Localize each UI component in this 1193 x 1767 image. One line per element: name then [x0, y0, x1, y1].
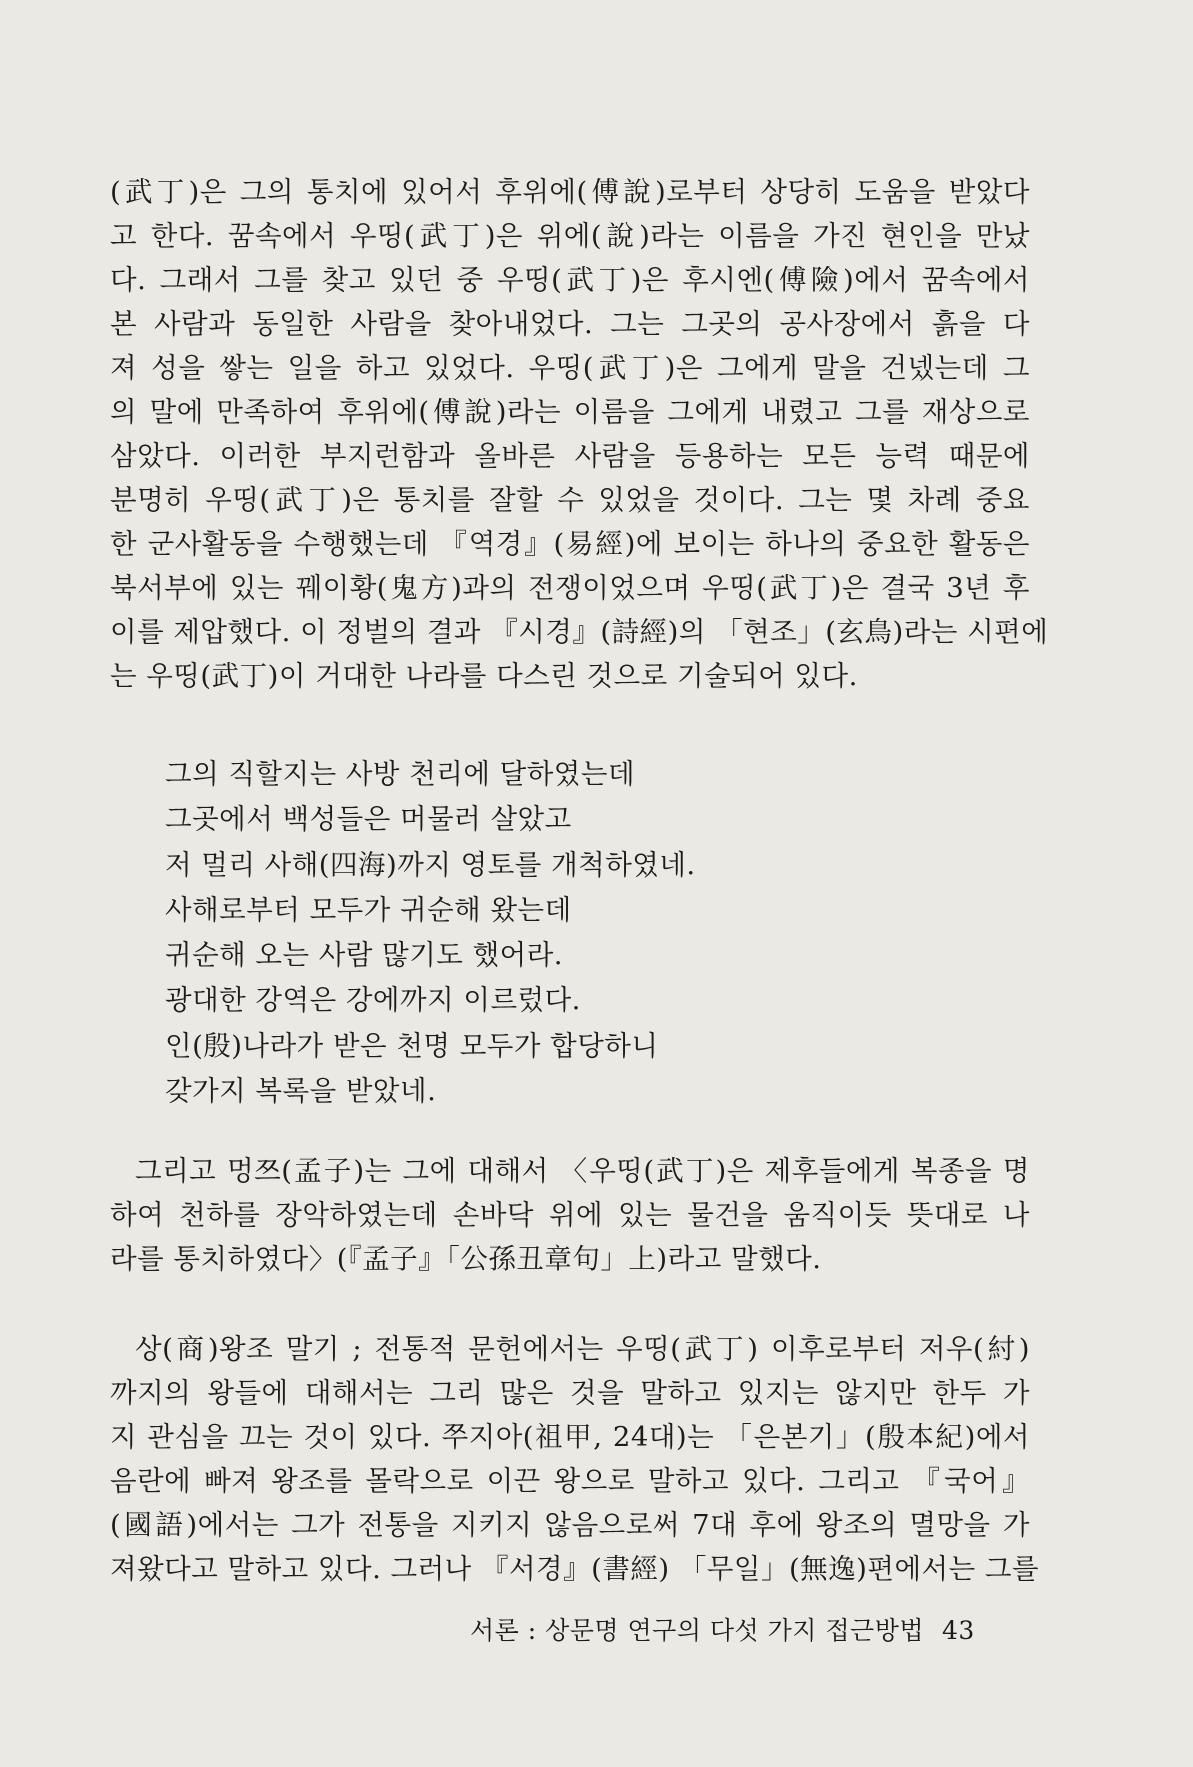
text-line: 이를 제압했다. 이 정벌의 결과 『시경』(詩經)의 「현조」(玄鳥)라는 시편에: [110, 616, 1049, 648]
poem-line: 인(殷)나라가 받은 천명 모두가 합당하니: [165, 1029, 659, 1062]
text-line: 다. 그래서 그를 찾고 있던 중 우띵(武丁)은 후시엔(傅險)에서 꿈속에서: [110, 264, 1030, 296]
page-number: 43: [942, 1616, 975, 1645]
text-line: 라를 통치하였다〉(『孟子』「公孫丑章句」上)라고 말했다.: [110, 1243, 822, 1275]
poem-line: 귀순해 오는 사람 많기도 했어라.: [165, 939, 564, 972]
paragraph-3: [110, 1327, 1040, 1591]
page-footer: [470, 1614, 975, 1648]
text-line: 지 관심을 끄는 것이 있다. 쭈지아(祖甲, 24대)는 「은본기」(殷本紀)에서: [110, 1421, 1030, 1453]
paragraph-1: [110, 170, 1049, 698]
text-line: 음란에 빠져 왕조를 몰락으로 이끈 왕으로 말하고 있다. 그리고 『국어』: [110, 1465, 1030, 1497]
text-line: 의 말에 만족하여 후위에(傅說)라는 이름을 그에게 내렸고 그를 재상으로: [110, 396, 1030, 428]
poem-line: 그의 직할지는 사방 천리에 달하였는데: [165, 758, 636, 790]
paragraph-2: [110, 1149, 1030, 1281]
text-line: (國語)에서는 그가 전통을 지키지 않음으로써 7대 후에 왕조의 멸망을 가: [110, 1509, 1030, 1541]
text-line: 본 사람과 동일한 사람을 찾아내었다. 그는 그곳의 공사장에서 흙을 다: [110, 308, 1030, 340]
text-line: 는 우띵(武丁)이 거대한 나라를 다스린 것으로 기술되어 있다.: [110, 660, 858, 692]
text-line: 분명히 우띵(武丁)은 통치를 잘할 수 있었을 것이다. 그는 몇 차례 중요: [110, 484, 1030, 516]
text-line: 져왔다고 말하고 있다. 그러나 『서경』(書經) 「무일」(無逸)편에서는 그를: [110, 1553, 1040, 1585]
text-line: 상(商)왕조 말기 ; 전통적 문헌에서는 우띵(武丁) 이후로부터 저우(紂): [135, 1333, 1030, 1365]
poem-line: 갖가지 복록을 받았네.: [165, 1075, 437, 1108]
poem-line: 그곳에서 백성들은 머물러 살았고: [165, 803, 572, 836]
text-line: (武丁)은 그의 통치에 있어서 후위에(傅說)로부터 상당히 도움을 받았다: [110, 176, 1030, 208]
poem-line: 광대한 강역은 강에까지 이르렀다.: [165, 984, 581, 1017]
text-line: 하여 천하를 장악하였는데 손바닥 위에 있는 물건을 움직이듯 뜻대로 나: [110, 1199, 1030, 1231]
text-line: 고 한다. 꿈속에서 우띵(武丁)은 위에(說)라는 이름을 가진 현인을 만났: [110, 220, 1030, 252]
text-line: 그리고 멍쯔(孟子)는 그에 대해서 〈우띵(武丁)은 제후들에게 복종을 명: [135, 1155, 1030, 1187]
poem-line: 저 멀리 사해(四海)까지 영토를 개척하였네.: [165, 848, 696, 881]
poem-quotation: [165, 752, 865, 1114]
poem-line: 사해로부터 모두가 귀순해 왔는데: [165, 893, 572, 926]
running-title: 서론 : 상문명 연구의 다섯 가지 접근방법: [470, 1616, 925, 1645]
text-line: 북서부에 있는 꿰이황(鬼方)과의 전쟁이었으며 우띵(武丁)은 결국 3년 후: [110, 572, 1030, 604]
text-line: 한 군사활동을 수행했는데 『역경』(易經)에 보이는 하나의 중요한 활동은: [110, 528, 1030, 560]
text-line: 져 성을 쌓는 일을 하고 있었다. 우띵(武丁)은 그에게 말을 건넸는데 그: [110, 352, 1030, 384]
text-line: 삼았다. 이러한 부지런함과 올바른 사람을 등용하는 모든 능력 때문에: [110, 440, 1030, 472]
text-line: 까지의 왕들에 대해서는 그리 많은 것을 말하고 있지는 않지만 한두 가: [110, 1377, 1030, 1409]
